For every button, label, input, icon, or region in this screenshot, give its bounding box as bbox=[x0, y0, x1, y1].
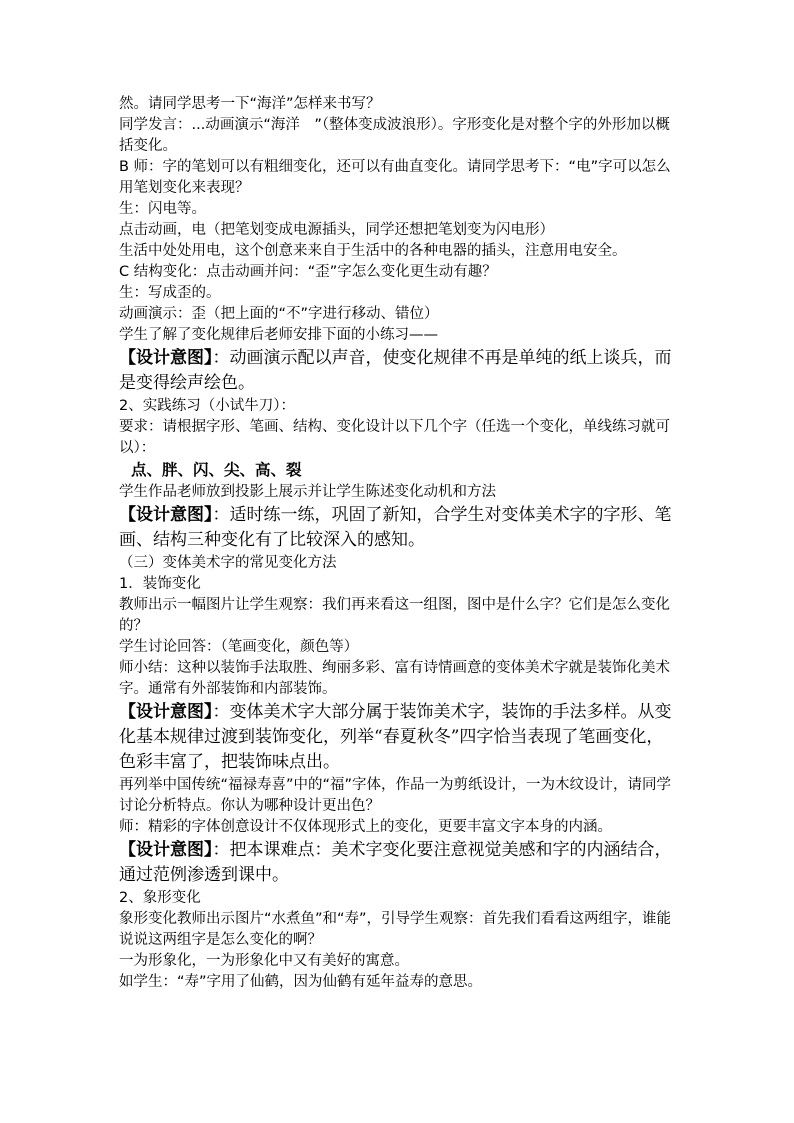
paragraph: 象形变化教师出示图片“水煮鱼”和“寿”，引导学生观察：首先我们看看这两组字，谁能说说这两组字是怎么变化的啊？ bbox=[119, 911, 672, 948]
document-body bbox=[119, 94, 679, 993]
paragraph: 2、实践练习（小试牛刀）： bbox=[119, 398, 295, 414]
design-intent-tag: 【设计意图】 bbox=[119, 702, 213, 722]
paragraph: 师：精彩的字体创意设计不仅体现形式上的变化，更要丰富文字本身的内涵。 bbox=[119, 819, 612, 835]
paragraph: 生：闪电等。 bbox=[119, 201, 206, 217]
paragraph: 学生作品老师放到投影上展示并让学生陈述变化动机和方法 bbox=[119, 484, 496, 500]
paragraph: 点击动画，电（把笔划变成电源插头，同学还想把笔划变为闪电形） bbox=[119, 222, 554, 238]
paragraph: 一为形象化，一为形象化中又有美好的寓意。 bbox=[119, 953, 409, 969]
paragraph: 再列举中国传统“福禄寿喜”中的“福”字体，作品一为剪纸设计，一为木纹设计，请同学讨论分析特点。你认为哪种设计更出色？ bbox=[119, 777, 672, 814]
subsection-heading: 1．装饰变化 bbox=[119, 576, 201, 592]
design-intent-text: ：适时练一练，巩固了新知，合学生对变体美术字的字形、笔画、结构三种变化有了比较深入的感知。 bbox=[119, 505, 672, 550]
paragraph: 如学生：“寿”字用了仙鹤，因为仙鹤有延年益寿的意思。 bbox=[119, 974, 483, 990]
design-intent-tag: 【设计意图】 bbox=[119, 505, 213, 525]
paragraph: 学生了解了变化规律后老师安排下面的小练习—— bbox=[119, 327, 438, 343]
paragraph: 教师出示一幅图片让学生观察：我们再来看这一组图，图中是什么字？它们是怎么变化的？ bbox=[119, 597, 670, 634]
paragraph: 师小结：这种以装饰手法取胜、绚丽多彩、富有诗情画意的变体美术字就是装饰化美术字。通常有外部装饰和内部装饰。 bbox=[119, 660, 670, 697]
design-intent-text: ：动画演示配以声音，使变化规律不再是单纯的纸上谈兵，而是变得绘声绘色。 bbox=[119, 348, 672, 393]
paragraph: 生：写成歪的。 bbox=[119, 285, 221, 301]
subsection-heading: 2、象形变化 bbox=[119, 890, 201, 906]
design-intent-paragraph bbox=[119, 700, 679, 775]
paragraph: B 师：字的笔划可以有粗细变化，还可以有曲直变化。请同学思考下：“电”字可以怎么用笔划变化来表现？ bbox=[119, 159, 671, 196]
design-intent-text: ：把本课难点：美术字变化要注意视觉美感和字的内涵结合，通过范例渗透到课中。 bbox=[119, 840, 672, 885]
design-intent-paragraph bbox=[119, 838, 679, 888]
paragraph: C 结构变化：点击动画并问：“歪”字怎么变化更生动有趣？ bbox=[119, 264, 497, 280]
section-heading: （三）变体美术字的常见变化方法 bbox=[119, 555, 337, 571]
paragraph: 动画演示：歪（把上面的“不”字进行移动、错位） bbox=[119, 306, 439, 322]
paragraph: 学生讨论回答：（笔画变化，颜色等） bbox=[119, 639, 359, 655]
paragraph: 同学发言：...动画演示“海洋 ”（整体变成波浪形）。字形变化是对整个字的外形加以概括变化。 bbox=[119, 117, 670, 154]
design-intent-tag: 【设计意图】 bbox=[119, 348, 213, 368]
design-intent-text: ：变体美术字大部分属于装饰美术字，装饰的手法多样。从变化基本规律过渡到装饰变化，列举“春夏秋冬”四字恰当表现了笔画变化，色彩丰富了，把装饰味点出。 bbox=[119, 702, 672, 772]
paragraph: 然。请同学思考一下“海洋”怎样来书写？ bbox=[119, 96, 381, 112]
design-intent-paragraph bbox=[119, 503, 679, 553]
design-intent-tag: 【设计意图】 bbox=[119, 840, 213, 860]
practice-characters: 点、胖、闪、尖、高、裂 bbox=[131, 461, 302, 479]
paragraph: 要求：请根据字形、笔画、结构、变化设计以下几个字（任选一个变化，单线练习就可以）： bbox=[119, 419, 670, 456]
paragraph: 生活中处处用电，这个创意来来自于生活中的各种电器的插头，注意用电安全。 bbox=[119, 243, 627, 259]
design-intent-paragraph bbox=[119, 346, 679, 396]
